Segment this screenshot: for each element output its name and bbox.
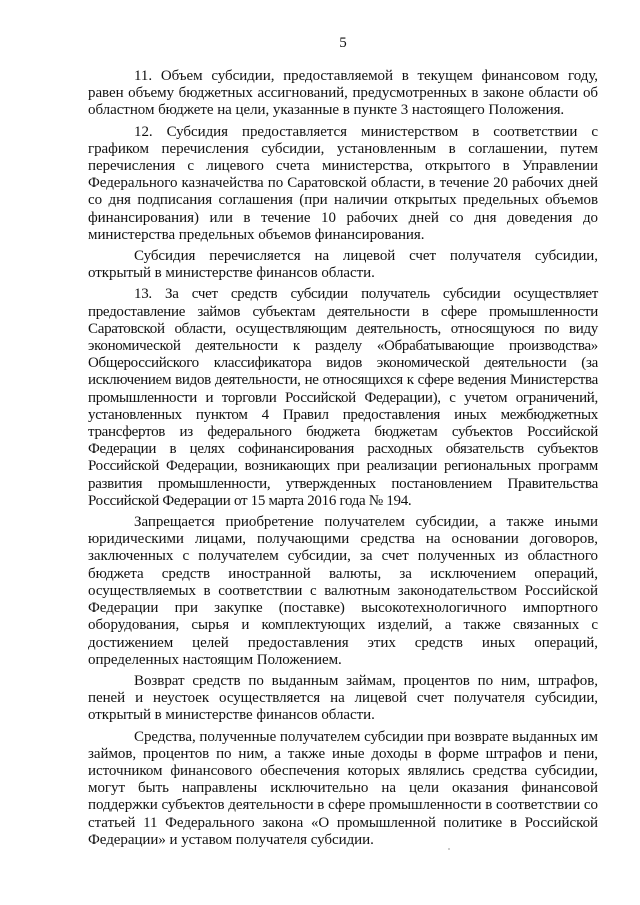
paragraph-currency-prohibition: Запрещается приобретение получателем субсидии, а также иными юридическими лицами, получающими средства на основании договоров, заключенных с получателем субсидии, за счет полученных из областного бюджета средств иностранной валюты, за исключением операций, осуществляемых в соответствии с валютным законодательством Российской Федерации при закупке (поставке) высокотехнологичного импортного оборудования, сырья и комплектующих изделий, а также связанных с достижением целей предоставления этих средств иных операций, определенных настоящим Положением. xyxy=(88,514,598,668)
paragraph-returned-funds-use: Средства, полученные получателем субсидии при возврате выданных им займов, процентов по ним, а также иные доходы в форме штрафов и пени, источником финансового обеспечения которых являлись средства субсидии, могут быть направлены исключительно на цели оказания финансовой поддержки субъектов деятельности в сфере промышленности в соответствии со статьей 11 Федерального закона «О промышленной политике в Российской Федерации» и уставом получателя субсидии. xyxy=(88,728,598,848)
scan-speck xyxy=(448,848,450,850)
paragraph-11-subsidy-volume: 11. Объем субсидии, предоставляемой в текущем финансовом году, равен объему бюджетных ассигнований, предусмотренных в законе области об областном бюджете на цели, указанные в пункте 3 настоящего Положения. xyxy=(88,68,598,119)
paragraph-loan-return: Возврат средств по выданным займам, процентов по ним, штрафов, пеней и неустоек осуществляется на лицевой счет получателя субсидии, открытый в министерстве финансов области. xyxy=(88,672,598,724)
paragraph-subsidy-account: Субсидия перечисляется на лицевой счет получателя субсидии, открытый в министерстве финансов области. xyxy=(88,248,598,282)
paragraph-12-subsidy-transfer: 12. Субсидия предоставляется министерством в соответствии с графиком перечисления субсидии, установленным в соглашении, путем перечисления с лицевого счета министерства, открытого в Управлении Федерального казначейства по Саратовской области, в течение 20 рабочих дней со дня подписания соглашения (при наличии открытых предельных объемов финансирования) или в течение 10 рабочих дней со дня доведения до министерства предельных объемов финансирования. xyxy=(88,123,598,243)
document-page xyxy=(88,34,598,849)
page-number: 5 xyxy=(339,35,347,51)
paragraph-13-loans: 13. За счет средств субсидии получатель субсидии осуществляет предоставление займов субъектам деятельности в сфере промышленности Саратовской области, осуществляющим деятельность, относящуюся по виду экономической деятельности к разделу «Обрабатывающие производства» Общероссийского классификатора видов экономической деятельности (за исключением видов деятельности, не относящихся к сфере ведения Министерства промышленности и торговли Российской Федерации), с учетом ограничений, установленных пунктом 4 Правил предоставления иных межбюджетных трансфертов из федерального бюджета бюджетам субъектов Российской Федерации в целях софинансирования расходных обязательств субъектов Российской Федерации, возникающих при реализации региональных программ развития промышленности, утвержденных постановлением Правительства Российской Федерации от 15 марта 2016 года № 194. xyxy=(88,286,598,509)
